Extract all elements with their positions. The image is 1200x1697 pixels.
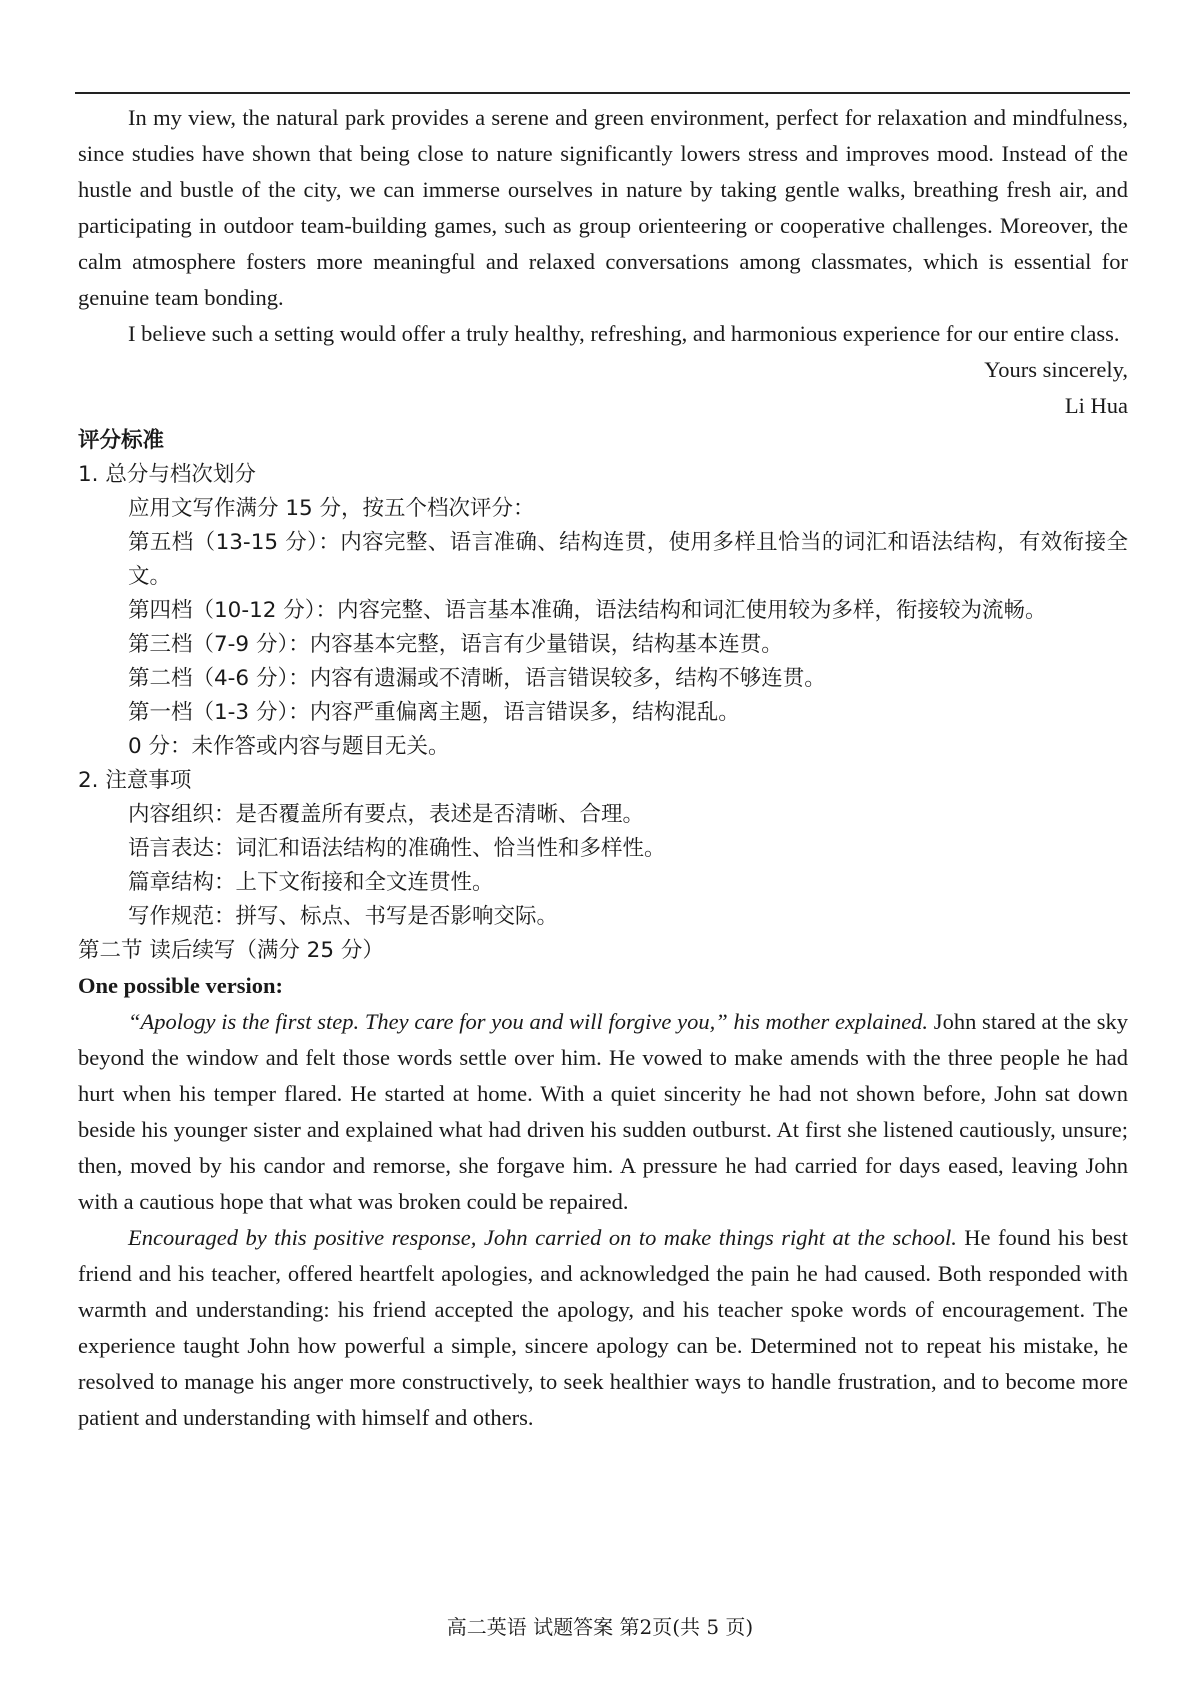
continuation-paragraph-2-body: He found his best friend and his teacher, offered heartfelt apologies, and acknowledged the pain he had caused. Both responded with warmth and understanding: his friend accepted the apology, and his teacher spoke words of encouragement. The experience taught John how powerful a simple, sincere apology can be. Determined not to repeat his mistake, he resolved to manage his anger more constructively, to seek healthier ways to handle frustration, and to become more patient and understanding with himself and others. (78, 1225, 1128, 1430)
continuation-paragraph-2-opening: Encouraged by this positive response, John carried on to make things right at the school. (128, 1225, 957, 1250)
continuation-paragraph-2 (78, 1220, 1128, 1436)
rubric-title: 评分标准 (78, 428, 165, 453)
continuation-paragraph-1-body: John stared at the sky beyond the window and felt those words settle over him. He vowed to make amends with the three people he had hurt when his temper flared. He started at home. With a quiet sincerity he had not shown before, John sat down beside his younger sister and explained what had driven his sudden outburst. At first she listened cautiously, unsure; then, moved by his candor and remorse, she forgave him. A pressure he had carried for days eased, leaving John with a cautious hope that what was broken could be repaired. (78, 1009, 1129, 1214)
rubric-section-2-heading: 2. 注意事项 (78, 768, 192, 793)
rubric-section-1-heading: 1. 总分与档次划分 (78, 462, 256, 487)
rubric-note-content: 内容组织：是否覆盖所有要点，表述是否清晰、合理。 (128, 802, 645, 827)
letter-signature: Li Hua (1064, 393, 1128, 418)
rubric-level-1: 第一档（1-3 分）：内容严重偏离主题，语言错误多，结构混乱。 (128, 700, 740, 725)
rubric-level-4: 第四档（10-12 分）：内容完整、语言基本准确，语法结构和词汇使用较为多样，衔接较为流畅。 (128, 598, 1047, 623)
letter-paragraph-1: In my view, the natural park provides a serene and green environment, perfect for relaxation and mindfulness, since studies have shown that being close to nature significantly lowers stress and improves mood. Instead of the hustle and bustle of the city, we can immerse ourselves in nature by taking gentle walks, breathing fresh air, and participating in outdoor team-building games, such as group orienteering or cooperative challenges. Moreover, the calm atmosphere fosters more meaningful and relaxed conversations among classmates, which is essential for genuine team bonding. (78, 105, 1128, 310)
rubric-note-language: 语言表达：词汇和语法结构的准确性、恰当性和多样性。 (128, 836, 666, 861)
rubric-note-conventions: 写作规范：拼写、标点、书写是否影响交际。 (128, 904, 559, 929)
continuation-paragraph-1 (78, 1004, 1128, 1220)
letter-paragraph-2: I believe such a setting would offer a truly healthy, refreshing, and harmonious experience for our entire class. (128, 321, 1120, 346)
version-label: One possible version: (78, 973, 284, 998)
page-content (78, 100, 1128, 1436)
letter-closing: Yours sincerely, (984, 357, 1128, 382)
continuation-paragraph-1-opening: “Apology is the first step. They care for you and will forgive you,” his mother explained. (128, 1009, 929, 1034)
rubric-level-0: 0 分：未作答或内容与题目无关。 (128, 734, 450, 759)
top-divider (75, 92, 1130, 94)
rubric-level-3: 第三档（7-9 分）：内容基本完整，语言有少量错误，结构基本连贯。 (128, 632, 783, 657)
continuation-section-heading: 第二节 读后续写（满分 25 分） (78, 938, 384, 963)
rubric-intro: 应用文写作满分 15 分，按五个档次评分： (128, 496, 535, 521)
rubric-note-structure: 篇章结构：上下文衔接和全文连贯性。 (128, 870, 494, 895)
rubric-level-5: 第五档（13-15 分）：内容完整、语言准确、结构连贯，使用多样且恰当的词汇和语法结构，有效衔接全文。 (128, 530, 1128, 589)
page-footer: 高二英语 试题答案 第2页(共 5 页) (446, 1615, 754, 1639)
rubric-level-2: 第二档（4-6 分）：内容有遗漏或不清晰，语言错误较多，结构不够连贯。 (128, 666, 826, 691)
